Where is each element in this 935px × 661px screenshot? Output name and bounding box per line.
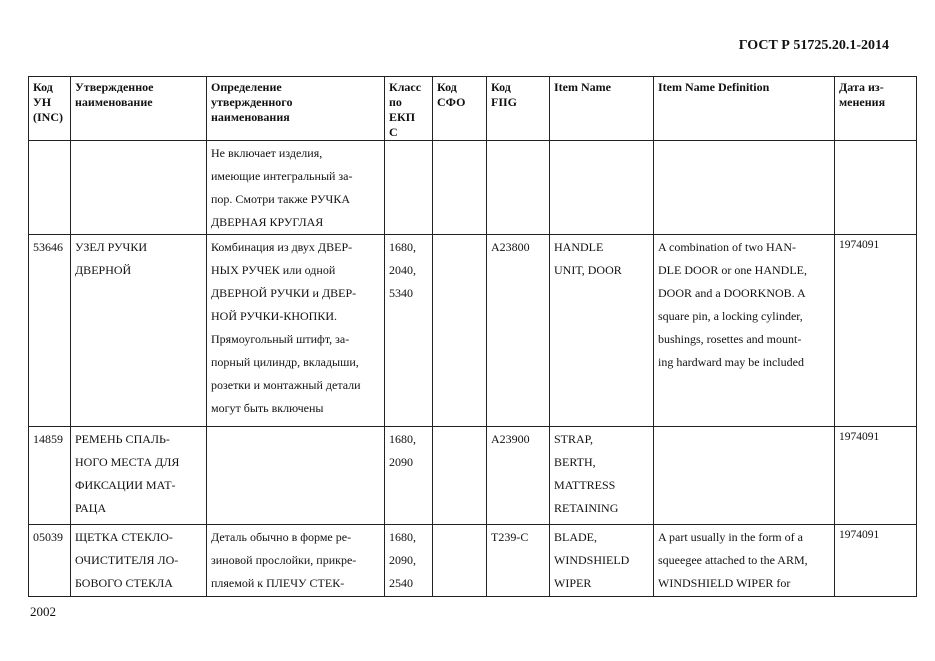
cell-text-line: ДВЕРНОЙ РУЧКИ и ДВЕР- [211,286,357,300]
cell-text-line: могут быть включены [211,401,324,415]
cell-text-line: DOOR and a DOORKNOB. A [658,286,806,300]
cell-text-line: Код [491,80,511,94]
cell-text-line: (INC) [33,110,63,124]
document-code: ГОСТ Р 51725.20.1-2014 [738,38,889,53]
cell-approved-name [71,141,207,235]
cell-text-line: Item Name [554,80,611,94]
cell-text-line: менения [839,95,886,109]
cell-text-line: пляемой к ПЛЕЧУ СТЕК- [211,576,345,590]
cell-text-line: розетки и монтажный детали [211,378,361,392]
cell-definition [207,235,385,427]
table-row [29,427,917,525]
cell-text-line: БОВОГО СТЕКЛА [75,576,173,590]
cell-text-line: squeegee attached to the ARM, [658,553,808,567]
cell-text-line: A23800 [491,240,530,254]
cell-text-line: Определение [211,80,282,94]
cell-text-line: bushings, rosettes and mount- [658,332,802,346]
column-header-item-definition [654,77,835,141]
cell-inc [29,525,71,597]
cell-item-definition [654,525,835,597]
cell-class [385,427,433,525]
cell-item-definition [654,141,835,235]
column-header-date [835,77,917,141]
cell-text-line: НОГО МЕСТА ДЛЯ [75,455,180,469]
cell-item-name [550,427,654,525]
cell-text-line: FIIG [491,95,518,109]
column-header-class [385,77,433,141]
cell-text-line: ОЧИСТИТЕЛЯ ЛО- [75,553,179,567]
cell-fiig [487,235,550,427]
cell-text-line: РЕМЕНЬ СПАЛЬ- [75,432,170,446]
column-header-approved-name [71,77,207,141]
cell-inc [29,427,71,525]
cell-text-line: 1680, [389,530,416,544]
cell-approved-name [71,525,207,597]
table-row [29,525,917,597]
cell-text-line: имеющие интегральный за- [211,169,353,183]
cell-text-line: A combination of two HAN- [658,240,796,254]
cell-text-line: порный цилиндр, вкладыши, [211,355,359,369]
cell-text-line: по [389,95,402,109]
cell-sfo [433,141,487,235]
page-number: 2002 [30,604,56,619]
cell-text-line: НЫХ РУЧЕК или одной [211,263,336,277]
cell-text-line: СФО [437,95,466,109]
cell-text-line: STRAP, [554,432,594,446]
column-header-fiig [487,77,550,141]
cell-text-line: 2040, [389,263,416,277]
cell-text-line: Не включает изделия, [211,146,323,160]
cell-class [385,235,433,427]
cell-item-definition [654,427,835,525]
cell-text-line: ДВЕРНАЯ КРУГЛАЯ [211,215,324,229]
cell-text-line: ing hardward may be included [658,355,804,369]
cell-text-line: Код [437,80,457,94]
cell-text-line: УН [33,95,52,109]
cell-text-line: WINDSHIELD WIPER for [658,576,791,590]
cell-text-line: 1680, [389,240,416,254]
cell-item-name [550,235,654,427]
cell-fiig [487,525,550,597]
cell-text-line: ЩЕТКА СТЕКЛО- [75,530,173,544]
cell-text-line: A23900 [491,432,530,446]
cell-text-line: MATTRESS [554,478,616,492]
cell-text-line: 14859 [33,432,63,446]
cell-text-line: BERTH, [554,455,596,469]
cell-sfo [433,235,487,427]
cell-sfo [433,427,487,525]
cell-class [385,525,433,597]
cell-text-line: Деталь обычно в форме ре- [211,530,352,544]
cell-text-line: Код [33,80,53,94]
cell-text-line: Дата из- [839,80,884,94]
cell-date: 1974091 [835,235,917,427]
column-header-item-name [550,77,654,141]
cell-text-line: С [389,125,398,139]
cell-sfo [433,525,487,597]
table-row [29,235,917,427]
cell-text-line: 2090 [389,455,413,469]
catalog-table [28,76,917,597]
cell-text-line: WIPER [554,576,592,590]
cell-text-line: 2540 [389,576,413,590]
cell-text-line: DLE DOOR or one HANDLE, [658,263,807,277]
cell-text-line: A part usually in the form of a [658,530,803,544]
cell-approved-name [71,235,207,427]
cell-text-line: пор. Смотри также РУЧКА [211,192,351,206]
cell-text-line: 53646 [33,240,63,254]
cell-text-line: BLADE, [554,530,597,544]
cell-text-line: 05039 [33,530,63,544]
cell-class [385,141,433,235]
cell-text-line: square pin, a locking cylinder, [658,309,803,323]
cell-fiig [487,141,550,235]
cell-text-line: UNIT, DOOR [554,263,622,277]
column-header-sfo [433,77,487,141]
cell-fiig [487,427,550,525]
cell-text-line: HANDLE [554,240,604,254]
cell-inc [29,141,71,235]
cell-text-line: Комбинация из двух ДВЕР- [211,240,353,254]
cell-text-line: Прямоугольный штифт, за- [211,332,350,346]
cell-approved-name [71,427,207,525]
cell-item-definition [654,235,835,427]
cell-text-line: RETAINING [554,501,619,515]
cell-text-line: наименование [75,95,153,109]
cell-text-line: 2090, [389,553,416,567]
cell-item-name [550,525,654,597]
table-row [29,141,917,235]
cell-text-line: T239-C [491,530,529,544]
cell-text-line: УЗЕЛ РУЧКИ [75,240,147,254]
column-header-definition [207,77,385,141]
cell-definition [207,427,385,525]
cell-text-line: Item Name Definition [658,80,770,94]
cell-definition [207,525,385,597]
cell-date [835,141,917,235]
cell-item-name [550,141,654,235]
cell-date: 1974091 [835,525,917,597]
cell-text-line: наименования [211,110,290,124]
column-header-inc [29,77,71,141]
cell-text-line: утвержденного [211,95,293,109]
cell-text-line: ДВЕРНОЙ [75,263,132,277]
table-header-row [29,77,917,141]
cell-text-line: зиновой прослойки, прикре- [211,553,357,567]
cell-date: 1974091 [835,427,917,525]
cell-text-line: НОЙ РУЧКИ-КНОПКИ. [211,309,338,323]
cell-text-line: 1680, [389,432,416,446]
cell-text-line: ЕКП [389,110,416,124]
cell-text-line: РАЦА [75,501,107,515]
cell-definition [207,141,385,235]
cell-inc [29,235,71,427]
cell-text-line: ФИКСАЦИИ МАТ- [75,478,176,492]
cell-text-line: Утвержденное [75,80,154,94]
cell-text-line: 5340 [389,286,413,300]
cell-text-line: Класс [389,80,422,94]
cell-text-line: WINDSHIELD [554,553,630,567]
